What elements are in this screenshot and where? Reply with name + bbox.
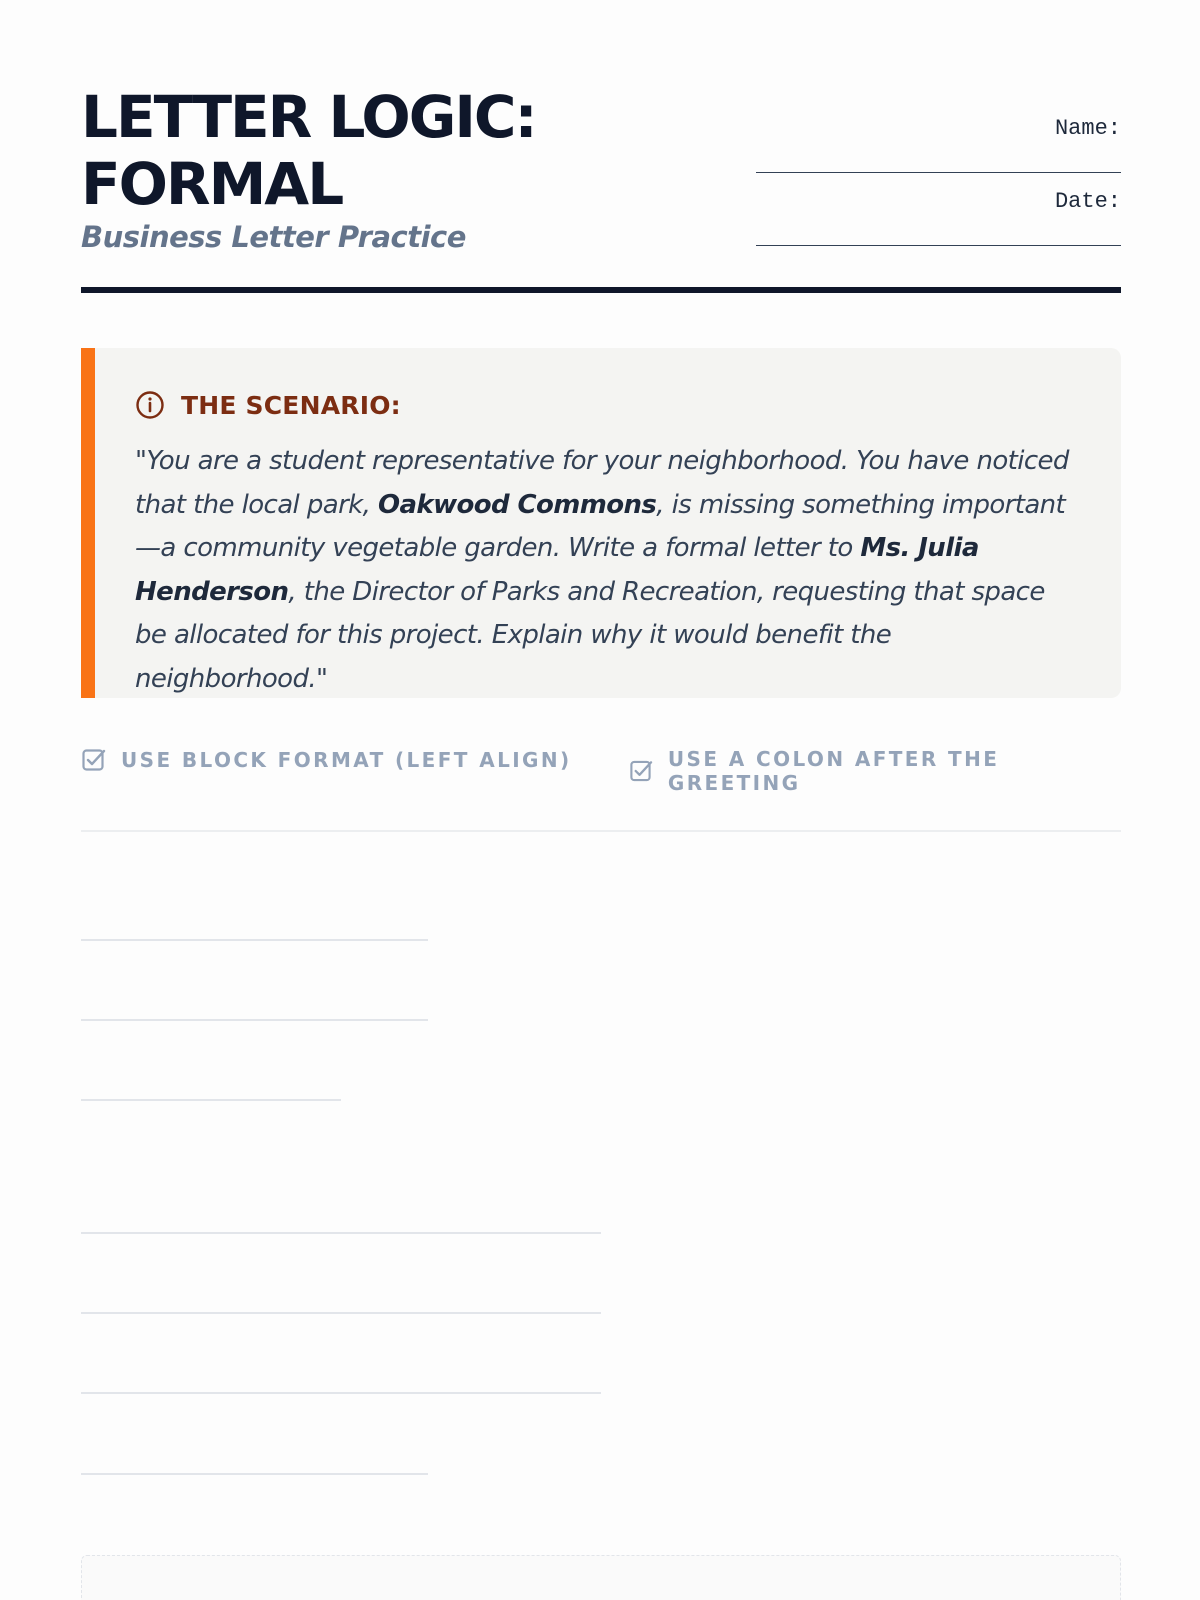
scenario-heading: THE SCENARIO:	[181, 390, 401, 420]
name-field[interactable]	[756, 172, 1121, 173]
worksheet-page	[81, 0, 1121, 1600]
scenario-text-part-2: , is missing something important—a community vegetable garden. Write a formal letter to	[135, 489, 1066, 563]
checklist-label: USE A COLON AFTER THE GREETING	[667, 747, 1000, 795]
scenario-accent-bar	[81, 348, 95, 698]
recipient-title-line[interactable]	[81, 1312, 601, 1314]
recipient-city-line[interactable]	[81, 1473, 428, 1475]
page-subtitle: Business Letter Practice	[81, 220, 466, 254]
date-line[interactable]	[81, 1099, 341, 1101]
page-title	[81, 84, 641, 218]
format-checklist	[81, 747, 1121, 795]
date-field[interactable]	[756, 245, 1121, 246]
name-row	[756, 114, 1121, 187]
info-icon	[135, 390, 165, 420]
letter-body-box[interactable]	[81, 1555, 1121, 1600]
recipient-address-line[interactable]	[81, 1392, 601, 1394]
park-name: Oakwood Commons	[377, 489, 657, 520]
name-label: Name:	[1054, 116, 1121, 141]
checkbox-checked-icon	[629, 758, 654, 784]
scenario-text-part-1: "You are a student representative for your neighborhood. You have noticed that the local park,	[135, 446, 1069, 520]
checklist-item-colon	[629, 747, 1121, 795]
title-line-2: FORMAL	[81, 150, 343, 218]
header-divider	[81, 287, 1121, 293]
date-row	[756, 187, 1121, 260]
section-divider	[81, 830, 1121, 832]
student-info	[756, 114, 1121, 260]
checkbox-checked-icon	[81, 747, 107, 773]
scenario-heading-row	[135, 390, 401, 420]
title-line-1: LETTER LOGIC:	[81, 83, 536, 151]
recipient-name-line[interactable]	[81, 1232, 601, 1234]
checklist-label: USE BLOCK FORMAT (LEFT ALIGN)	[121, 748, 572, 772]
date-label: Date:	[1054, 189, 1121, 214]
checklist-item-block-format	[81, 747, 572, 773]
scenario-text-part-3: , the Director of Parks and Recreation, requesting that space be allocated for this project. Explain why it would benefit the neighborhood."	[135, 576, 1045, 694]
scenario-text	[135, 440, 1075, 701]
recipient-name: Ms. Julia Henderson	[135, 533, 979, 607]
sender-city-line[interactable]	[81, 1019, 428, 1021]
sender-address-line[interactable]	[81, 939, 428, 941]
worksheet-header	[81, 84, 1121, 294]
scenario-box	[81, 348, 1121, 698]
